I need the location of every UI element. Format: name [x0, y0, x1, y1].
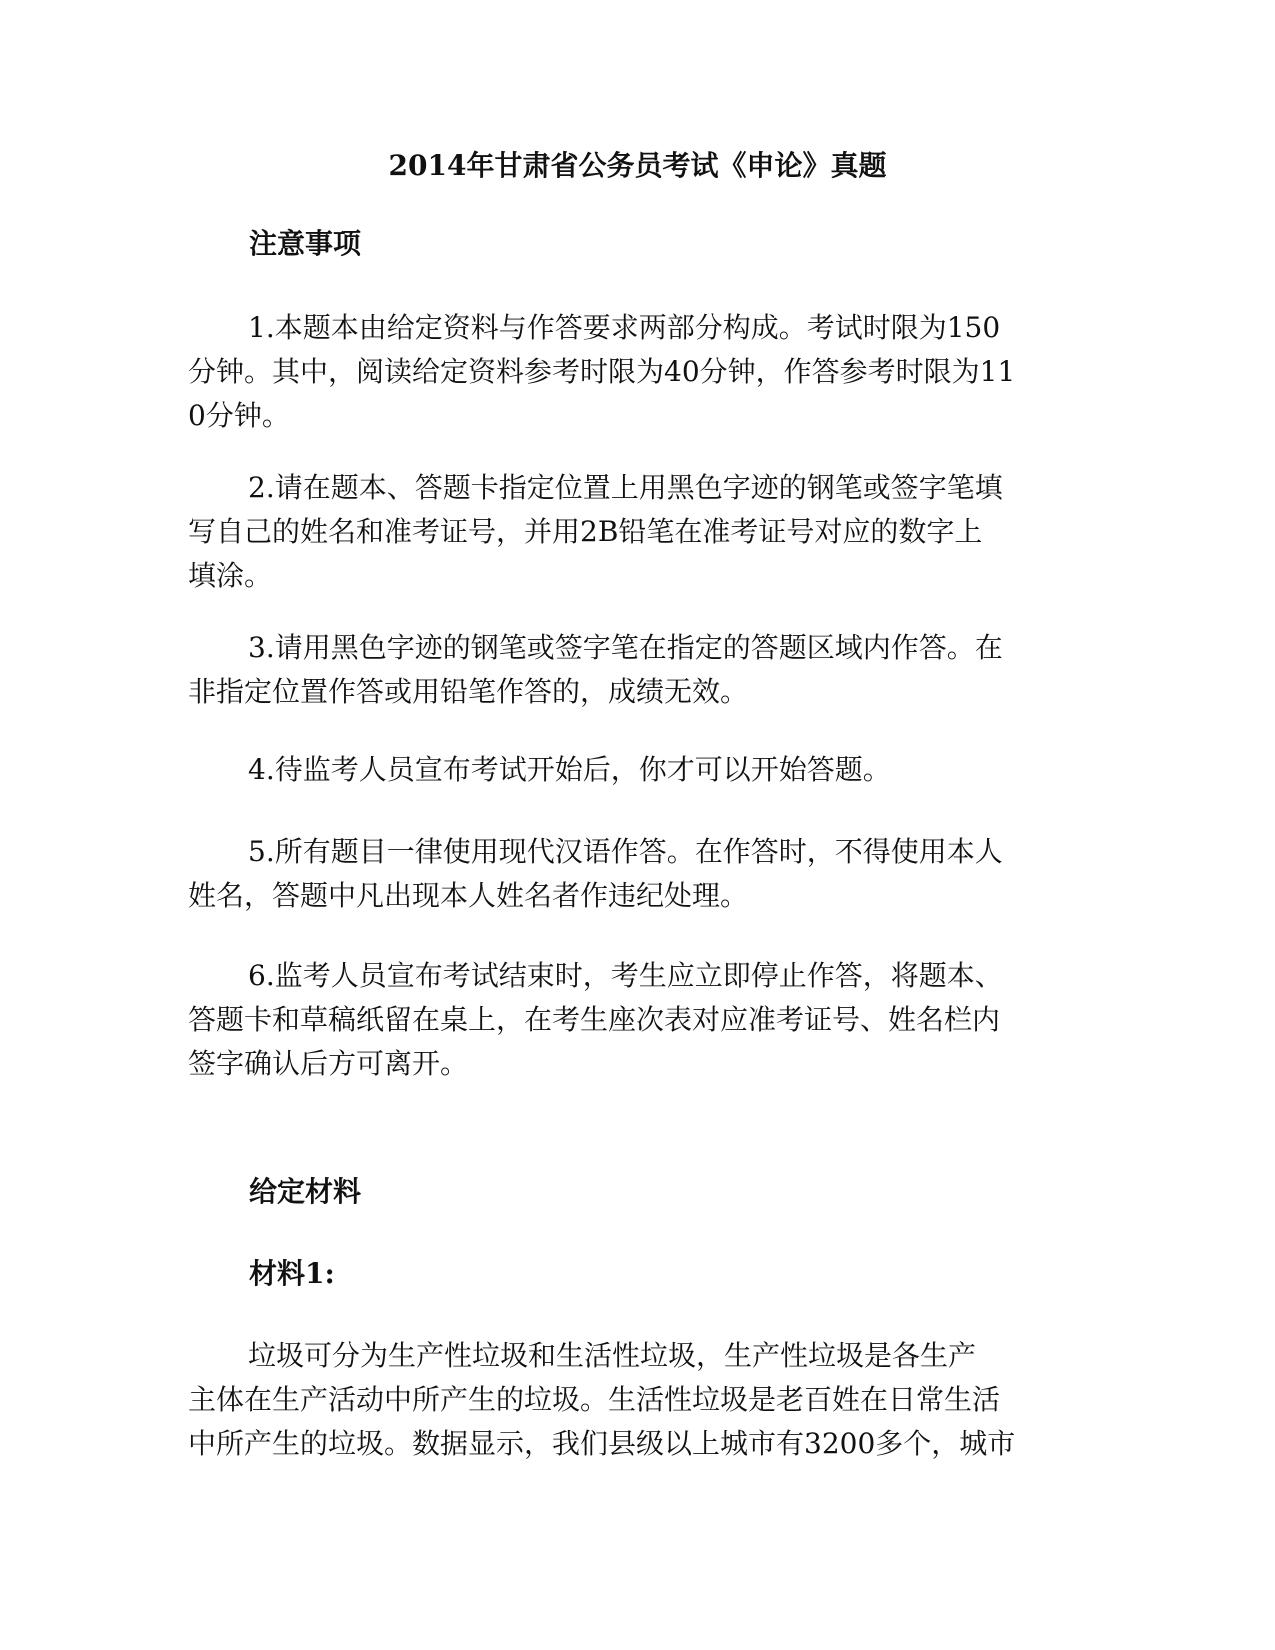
materials-heading: 给定材料: [249, 1175, 362, 1208]
notice-line: 非指定位置作答或用铅笔作答的，成绩无效。: [188, 675, 749, 708]
notice-item-3: [188, 626, 1088, 714]
notice-item-5: [188, 830, 1088, 918]
material-line: 垃圾可分为生产性垃圾和生活性垃圾，生产性垃圾是各生产: [248, 1339, 977, 1372]
notice-item-1: [188, 306, 1088, 438]
notice-item-2: [188, 466, 1088, 598]
notice-line: 姓名，答题中凡出现本人姓名者作违纪处理。: [188, 879, 749, 912]
notice-line: 5.所有题目一律使用现代汉语作答。在作答时，不得使用本人: [248, 835, 1003, 868]
notice-item-4: [188, 748, 1088, 792]
notice-line: 3.请用黑色字迹的钢笔或签字笔在指定的答题区域内作答。在: [248, 631, 1003, 664]
notice-heading: 注意事项: [249, 227, 362, 260]
notice-line: 答题卡和草稿纸留在桌上，在考生座次表对应准考证号、姓名栏内: [188, 1003, 1001, 1036]
material-line: 主体在生产活动中所产生的垃圾。生活性垃圾是老百姓在日常生活: [188, 1383, 1001, 1416]
material-1-paragraph: [188, 1334, 1088, 1466]
notice-line: 填涂。: [188, 559, 273, 592]
notice-item-6: [188, 954, 1088, 1086]
notice-line: 分钟。其中，阅读给定资料参考时限为40分钟，作答参考时限为11: [188, 355, 1016, 388]
notice-line: 写自己的姓名和准考证号，并用2B铅笔在准考证号对应的数字上: [188, 515, 983, 548]
notice-line: 4.待监考人员宣布考试开始后，你才可以开始答题。: [248, 753, 891, 786]
document-title: 2014年甘肃省公务员考试《申论》真题: [388, 149, 887, 182]
notice-line: 1.本题本由给定资料与作答要求两部分构成。考试时限为150: [248, 311, 1001, 344]
material-1-heading: 材料1:: [249, 1257, 335, 1290]
notice-line: 0分钟。: [188, 399, 290, 432]
notice-line: 签字确认后方可离开。: [188, 1047, 469, 1080]
notice-line: 6.监考人员宣布考试结束时，考生应立即停止作答，将题本、: [248, 959, 1003, 992]
notice-line: 2.请在题本、答题卡指定位置上用黑色字迹的钢笔或签字笔填: [248, 471, 1003, 504]
material-line: 中所产生的垃圾。数据显示，我们县级以上城市有3200多个，城市: [188, 1427, 1016, 1460]
